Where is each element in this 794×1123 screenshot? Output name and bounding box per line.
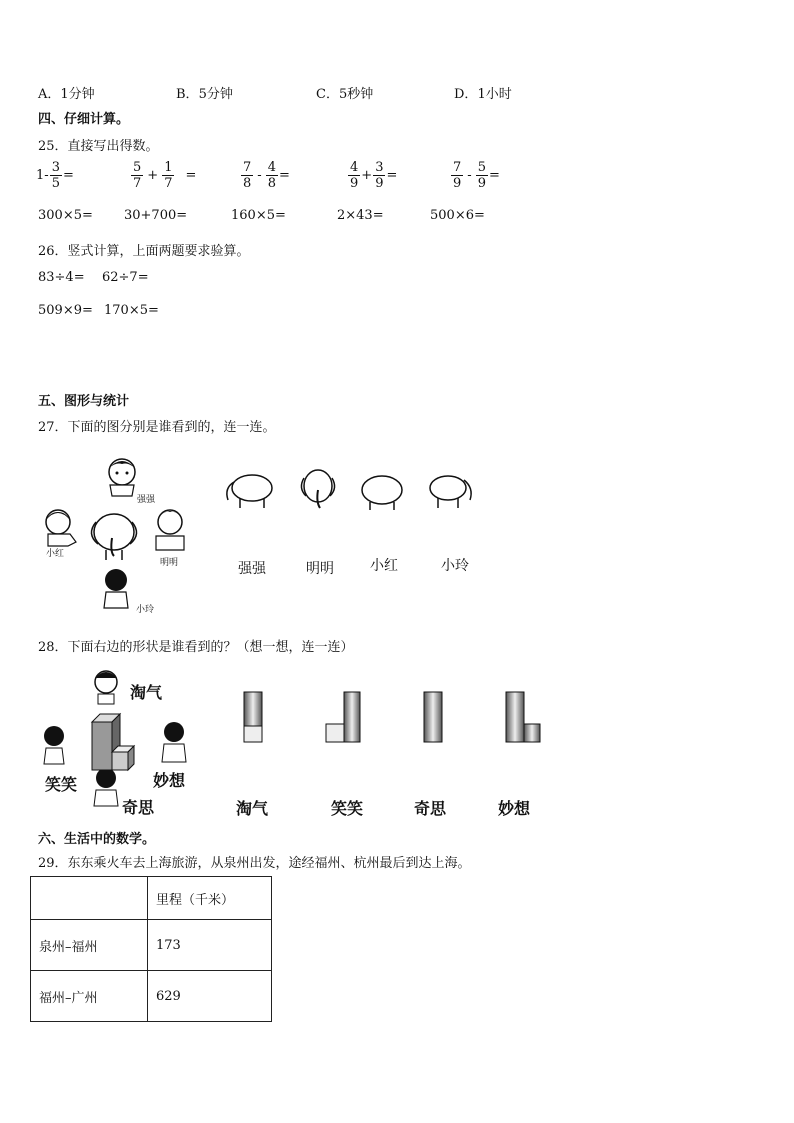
- child-xiaoxiao-icon: [44, 726, 64, 764]
- table-cell: 173: [148, 920, 272, 971]
- vertical-4: 170×5=: [104, 303, 159, 318]
- q26-text: 26．竖式计算，上面两题要求验算。: [38, 244, 250, 259]
- elephant-side-right-icon: [430, 476, 471, 508]
- table-cell: 泉州–福州: [31, 920, 148, 971]
- child-taoqi-icon: [95, 671, 117, 704]
- table-row: [31, 971, 272, 1022]
- q28-person-label-1: 淘气: [130, 683, 163, 702]
- q27-person-label-3: 明明: [160, 558, 179, 568]
- q27-name-1: 强强: [238, 561, 266, 577]
- shape-view-2-icon: [326, 692, 360, 742]
- q27-elephant-views: [220, 466, 480, 516]
- q25-text: 25．直接写出得数。: [38, 139, 159, 154]
- q27-person-label-4: 小玲: [136, 605, 155, 615]
- child-qisi-icon: [94, 768, 118, 806]
- q28-name-2: 笑笑: [331, 799, 364, 818]
- mult-4: 2×43=: [337, 208, 384, 223]
- vertical-1: 83÷4=: [38, 270, 85, 285]
- elephant-back-icon: [362, 476, 402, 510]
- q27-name-2: 明明: [306, 561, 334, 577]
- q28-person-label-4: 奇思: [122, 798, 155, 817]
- section6-title: 六、生活中的数学。: [38, 832, 156, 847]
- distance-table: [30, 876, 272, 1022]
- mult-1: 300×5=: [38, 208, 93, 223]
- shape-view-1-icon: [244, 692, 262, 742]
- option-a: A．1分钟: [38, 87, 95, 102]
- mult-3: 160×5=: [231, 208, 286, 223]
- table-cell: 福州–广州: [31, 971, 148, 1022]
- fraction-expr-1: 1- $\frac{3}{5}$ =: [36, 160, 74, 191]
- elephant-side-left-icon: [227, 475, 272, 508]
- child-left-icon: [46, 510, 76, 546]
- option-c: C．5秒钟: [316, 87, 374, 102]
- section4-title: 四、仔细计算。: [38, 112, 130, 127]
- table-row: [31, 920, 272, 971]
- vertical-2: 62÷7=: [102, 270, 149, 285]
- fraction-expr-4: $\frac{4}{9}$ + $\frac{3}{9}$ =: [350, 160, 398, 191]
- q27-person-label-1: 强强: [137, 495, 156, 505]
- shape-view-3-icon: [424, 692, 442, 742]
- fraction-expr-2: $\frac{5}{7}$ + $\frac{1}{7}$ =: [133, 160, 197, 191]
- q28-person-label-2: 笑笑: [45, 775, 78, 794]
- child-top-icon: [109, 459, 135, 496]
- table-cell: 629: [148, 971, 272, 1022]
- q29-text: 29．东东乘火车去上海旅游，从泉州出发，途经福州、杭州最后到达上海。: [38, 856, 471, 871]
- shape-view-4-icon: [506, 692, 540, 742]
- fraction-expr-3: $\frac{7}{8}$ - $\frac{4}{8}$ =: [243, 160, 290, 191]
- child-miaoxiang-icon: [162, 722, 186, 762]
- q27-name-4: 小玲: [441, 558, 469, 574]
- q28-text: 28．下面右边的形状是谁看到的？（想一想，连一连）: [38, 640, 354, 655]
- vertical-3: 509×9=: [38, 303, 93, 318]
- q27-scene-figure: [40, 452, 200, 617]
- elephant-center-icon: [91, 514, 136, 560]
- q28-name-3: 奇思: [414, 799, 447, 818]
- fraction-expr-5: $\frac{7}{9}$ - $\frac{5}{9}$ =: [453, 160, 500, 191]
- table-header-cell: [31, 877, 148, 920]
- table-header-cell: 里程（千米）: [148, 877, 272, 920]
- table-header-row: [31, 877, 272, 920]
- q28-name-4: 妙想: [498, 799, 531, 818]
- option-d: D．1小时: [454, 87, 512, 102]
- elephant-front-icon: [301, 470, 334, 508]
- blocks-icon: [92, 714, 134, 770]
- q28-person-label-3: 妙想: [153, 771, 186, 790]
- section5-title: 五、图形与统计: [38, 394, 130, 409]
- q28-name-1: 淘气: [236, 799, 269, 818]
- q27-name-3: 小红: [370, 558, 398, 574]
- option-b: B．5分钟: [176, 87, 233, 102]
- mult-5: 500×6=: [430, 208, 485, 223]
- q27-text: 27．下面的图分别是谁看到的，连一连。: [38, 420, 276, 435]
- q28-shape-views: [236, 686, 546, 746]
- mult-2: 30+700=: [124, 208, 188, 223]
- q27-person-label-2: 小红: [46, 549, 65, 559]
- child-bottom-icon: [104, 569, 128, 608]
- child-right-icon: [156, 510, 184, 550]
